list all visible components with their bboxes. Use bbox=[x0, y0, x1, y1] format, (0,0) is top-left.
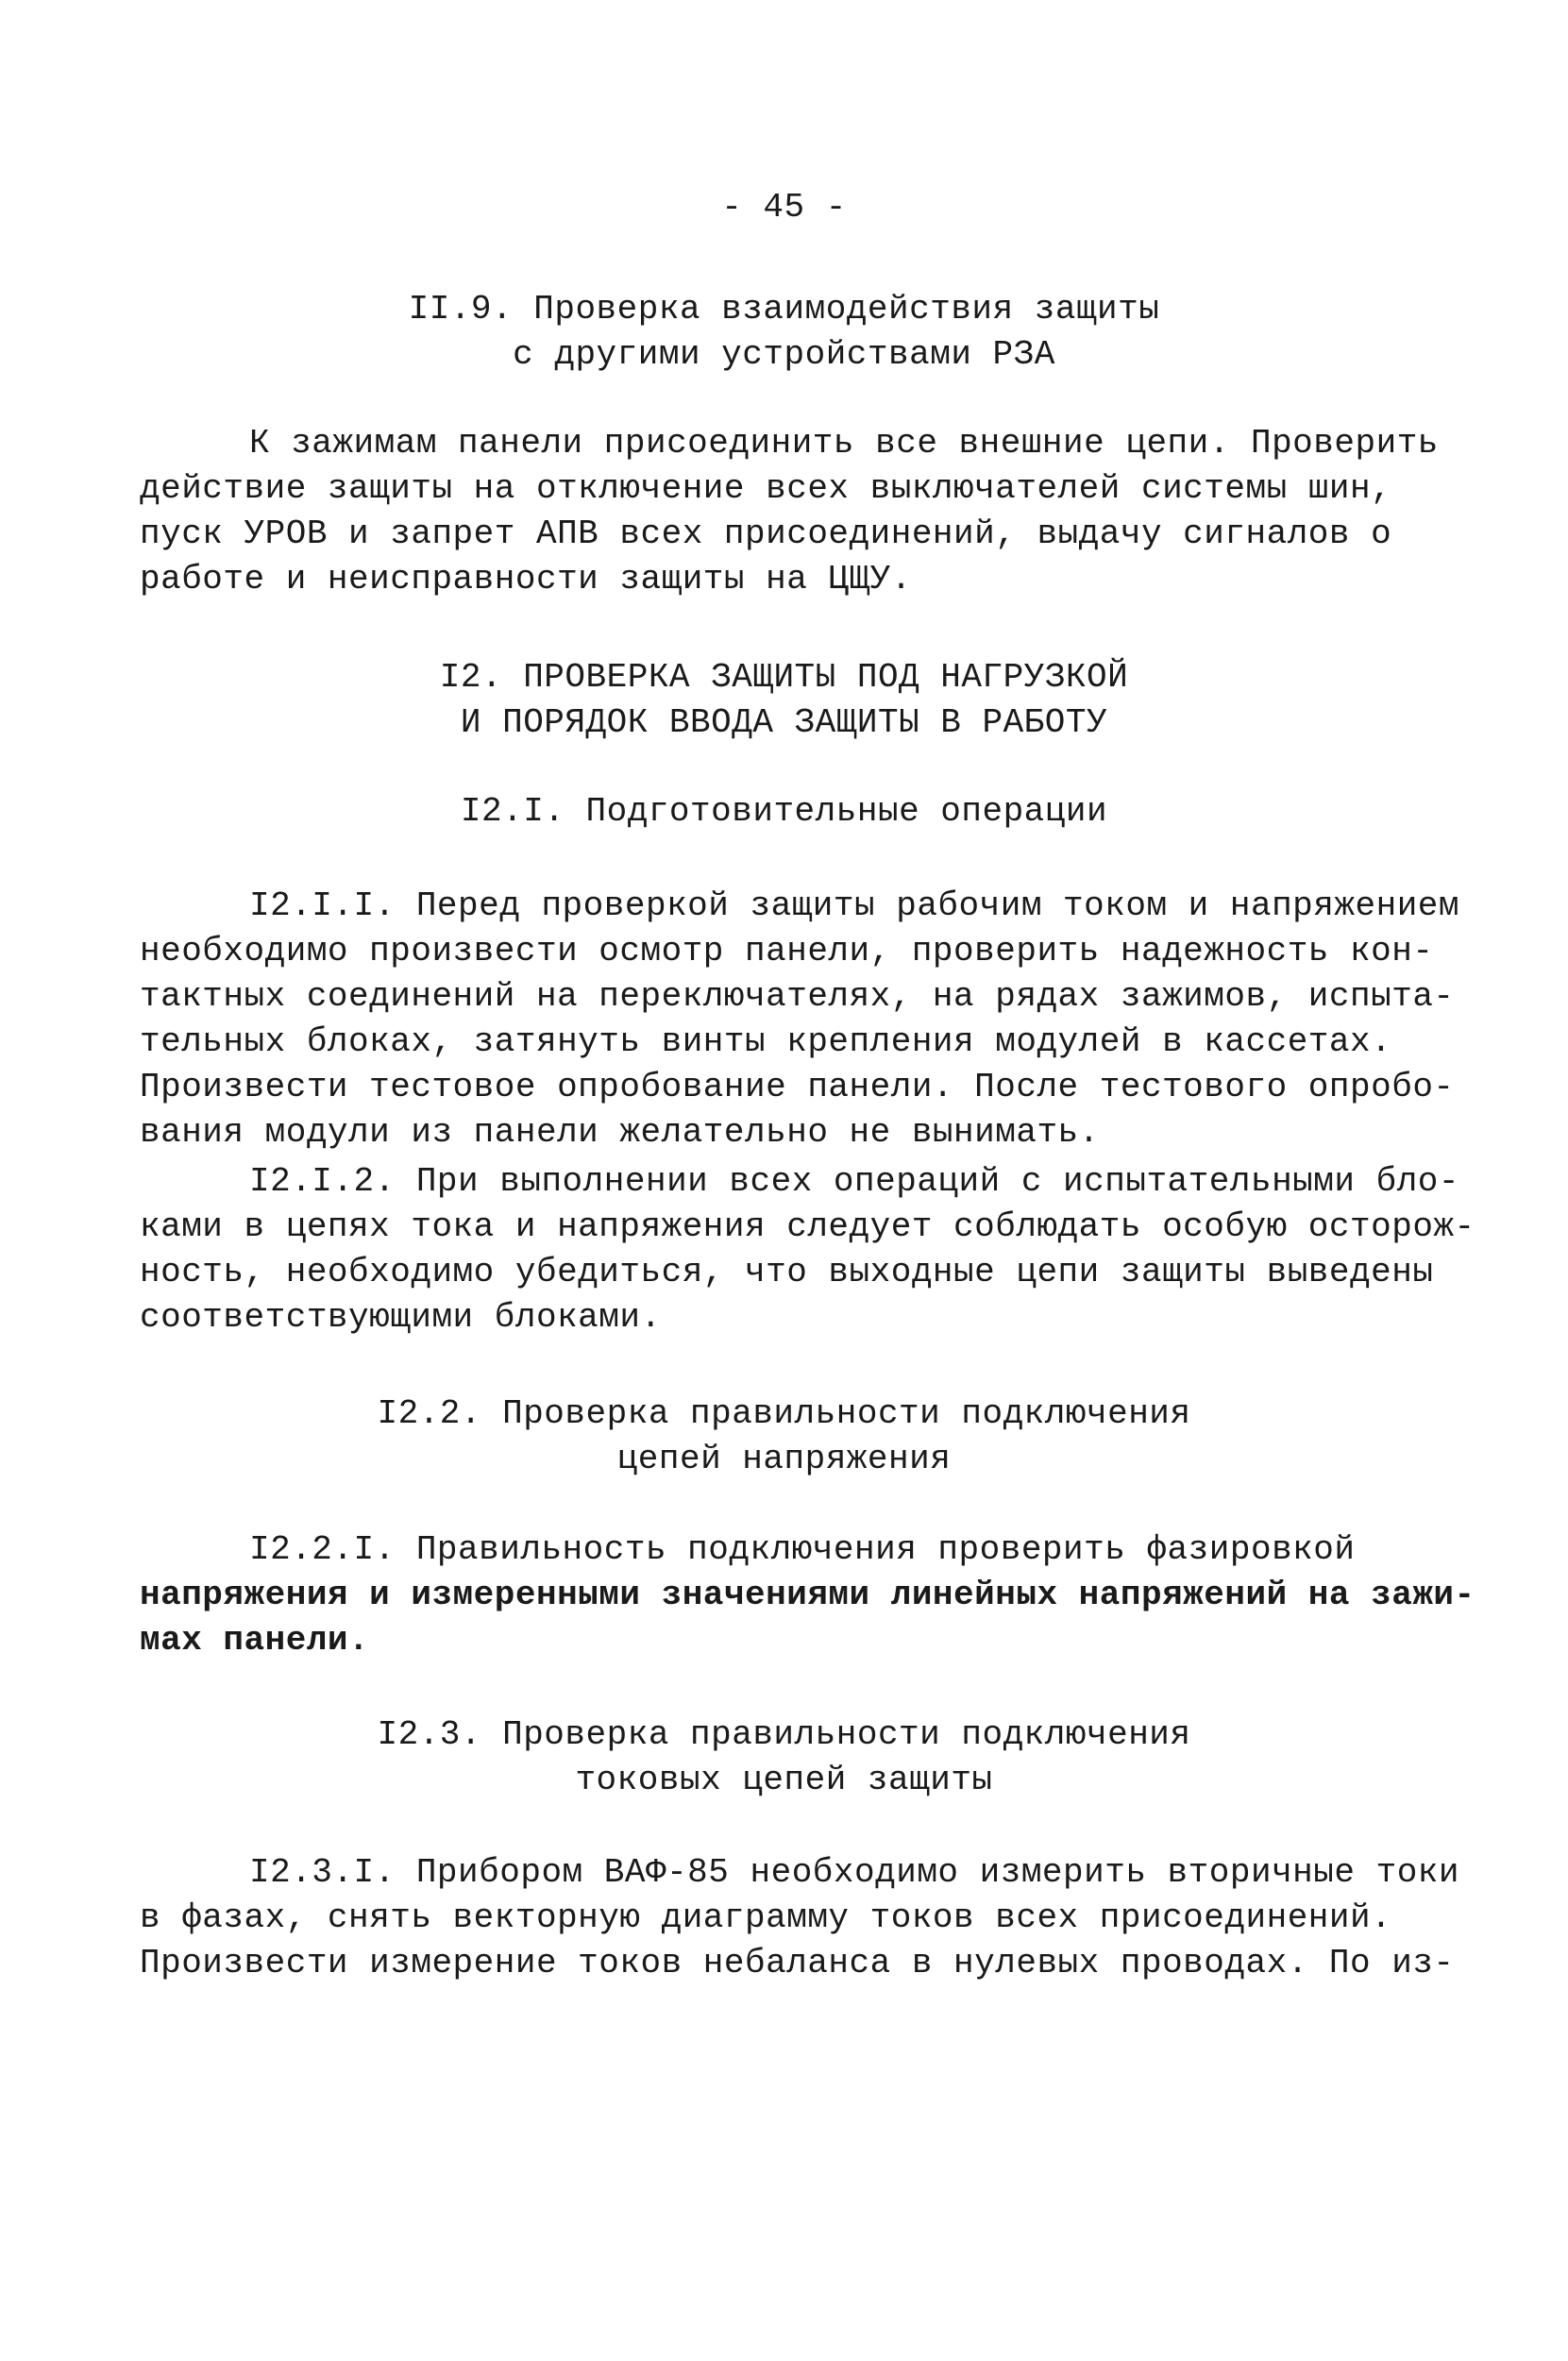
section-12-1-1-line: Произвести тестовое опробование панели. После тестового опробо- bbox=[140, 1068, 1455, 1106]
section-12-2-1-line: напряжения и измеренными значениями линейных напряжений на зажи- bbox=[140, 1576, 1475, 1614]
section-12-1-1-line: тактных соединений на переключателях, на рядах зажимов, испыта- bbox=[140, 977, 1455, 1016]
section-11-9-body-line: работе и неисправности защиты на ЦЩУ. bbox=[140, 560, 912, 599]
section-12-1-1-line: I2.I.I. Перед проверкой защиты рабочим током и напряжением bbox=[249, 886, 1460, 925]
section-12-3-heading-line-1: I2.3. Проверка правильности подключения bbox=[377, 1715, 1191, 1754]
section-11-9-heading-line-2: с другими устройствами РЗА bbox=[513, 335, 1055, 374]
section-12-1-2-line: соответствующими блоками. bbox=[140, 1298, 662, 1337]
section-11-9-body-line: К зажимам панели присоединить все внешние цепи. Проверить bbox=[249, 424, 1439, 463]
section-12-heading-line-2: И ПОРЯДОК ВВОДА ЗАЩИТЫ В РАБОТУ bbox=[460, 703, 1108, 742]
section-12-1-2-line: ками в цепях тока и напряжения следует соблюдать особую осторож- bbox=[140, 1207, 1475, 1246]
section-12-1-heading: I2.I. Подготовительные операции bbox=[460, 792, 1108, 831]
section-12-3-1-line: в фазах, снять векторную диаграмму токов всех присоединений. bbox=[140, 1898, 1392, 1937]
section-12-3-heading-line-2: токовых цепей защиты bbox=[575, 1761, 993, 1799]
section-11-9-body-line: пуск УРОВ и запрет АПВ всех присоединений, выдачу сигналов о bbox=[140, 514, 1392, 553]
section-12-1-2-line: ность, необходимо убедиться, что выходные цепи защиты выведены bbox=[140, 1253, 1434, 1291]
section-12-3-1-line: Произвести измерение токов небаланса в нулевых проводах. По из- bbox=[140, 1944, 1455, 1982]
section-12-1-1-line: тельных блоках, затянуть винты крепления модулей в кассетах. bbox=[140, 1022, 1392, 1061]
page-number: - 45 - bbox=[721, 188, 847, 227]
section-12-2-1-line: мах панели. bbox=[140, 1621, 370, 1660]
section-12-2-heading-line-2: цепей напряжения bbox=[616, 1440, 952, 1478]
section-12-3-1-line: I2.3.I. Прибором ВАФ-85 необходимо измерить вторичные токи bbox=[249, 1853, 1460, 1892]
section-12-2-1-line: I2.2.I. Правильность подключения проверить фазировкой bbox=[249, 1530, 1356, 1569]
section-12-1-1-line: необходимо произвести осмотр панели, проверить надежность кон- bbox=[140, 932, 1434, 970]
section-11-9-body-line: действие защиты на отключение всех выключателей системы шин, bbox=[140, 469, 1392, 508]
section-11-9-heading-line-1: II.9. Проверка взаимодействия защиты bbox=[408, 290, 1160, 329]
section-12-1-2-line: I2.I.2. При выполнении всех операций с испытательными бло- bbox=[249, 1162, 1460, 1201]
section-12-heading-line-1: I2. ПРОВЕРКА ЗАЩИТЫ ПОД НАГРУЗКОЙ bbox=[439, 658, 1129, 697]
section-12-1-1-line: вания модули из панели желательно не вынимать. bbox=[140, 1113, 1100, 1152]
section-12-2-heading-line-1: I2.2. Проверка правильности подключения bbox=[377, 1394, 1191, 1433]
